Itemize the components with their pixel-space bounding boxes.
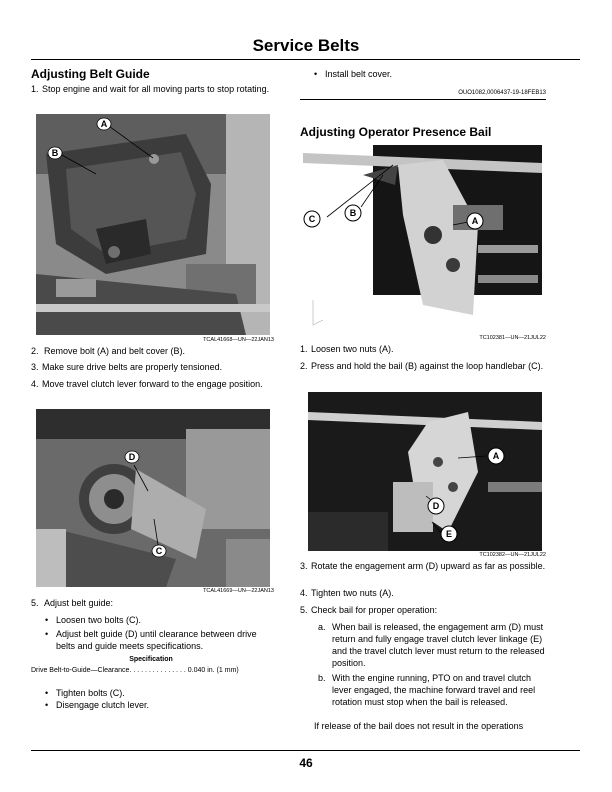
step-number: 3. <box>300 561 308 571</box>
step-3 <box>300 560 546 572</box>
sub-step-letter: a. <box>318 622 326 632</box>
footer-rule <box>31 750 580 751</box>
step-text: Remove bolt (A) and belt cover (B). <box>44 346 186 356</box>
page-title: Service Belts <box>252 36 360 55</box>
callout-c: C <box>308 214 316 224</box>
sub-step-text: When bail is released, the engagement arm (D) must return and fully engage travel clutch lever linkage (E) and the travel clutch lever must return to the released position. <box>332 622 545 668</box>
step-5 <box>300 604 546 616</box>
title-rule <box>31 59 580 60</box>
callout-a: A <box>471 216 479 226</box>
step-text: Check bail for proper operation: <box>311 605 438 615</box>
step-4 <box>300 587 546 599</box>
figure-caption: TC102381—UN—21JUL22 <box>479 335 546 341</box>
sub-step-a <box>318 621 546 669</box>
step-4 <box>31 378 271 390</box>
step-text: Adjust belt guide: <box>44 598 114 608</box>
callout-d: D <box>432 501 440 511</box>
step-2 <box>300 360 546 372</box>
sub-step-text: With the engine running, PTO on and travel clutch lever engaged, the machine forward travel and reel rotation must stop when the bail is released. <box>332 673 536 707</box>
bullet-item: • Tighten bolts (C). <box>45 687 277 699</box>
bullet-text: Loosen two bolts (C). <box>56 615 142 625</box>
step-2 <box>31 345 271 357</box>
callout-c: C <box>155 546 163 556</box>
belt-guide-photo <box>36 409 270 587</box>
step-5 <box>31 597 271 609</box>
step-1 <box>31 83 271 95</box>
step-number: 1. <box>300 344 308 354</box>
sub-step-b <box>318 672 546 708</box>
step-1 <box>300 343 546 355</box>
step-text: Make sure drive belts are properly tensioned. <box>42 362 223 372</box>
sub-step-letter: b. <box>318 673 326 683</box>
step-text: Move travel clutch lever forward to the engage position. <box>42 379 263 389</box>
step-text: Tighten two nuts (A). <box>311 588 394 598</box>
bail-nuts-photo <box>303 145 542 333</box>
spec-line: Drive Belt-to-Guide—Clearance. . . . . . . . . . . . . . . 0.040 in. (1 mm) <box>31 667 239 674</box>
bullet-text: Adjust belt guide (D) until clearance between drive belts and guide meets specifications. <box>56 629 257 651</box>
step-text: Loosen two nuts (A). <box>311 344 394 354</box>
figure-caption: TCAL41668—UN—22JAN13 <box>203 337 274 343</box>
callout-d: D <box>128 452 136 462</box>
callout-a: A <box>492 451 500 461</box>
figure-caption: TC102382—UN—21JUL22 <box>479 552 546 558</box>
belt-cover-photo <box>36 114 270 335</box>
continuation-text: If release of the bail does not result in the operations <box>314 721 524 731</box>
bullet-item: • Disengage clutch lever. <box>45 699 277 711</box>
step-number: 5. <box>31 598 39 608</box>
reference-code: OUO1082,0006437-19-18FEB13 <box>458 90 546 96</box>
figure-caption: TCAL41669—UN—22JAN13 <box>203 588 274 594</box>
engagement-arm-photo <box>308 392 542 551</box>
step-number: 4. <box>31 379 39 389</box>
callout-e: E <box>445 529 453 539</box>
page-number: 46 <box>299 756 313 770</box>
step-number: 3. <box>31 362 39 372</box>
bullet-item: • Loosen two bolts (C). <box>45 614 277 626</box>
bullet-item: • Adjust belt guide (D) until clearance between drive belts and guide meets specifications. <box>45 628 277 652</box>
column-rule <box>300 99 546 100</box>
section-heading-presence-bail: Adjusting Operator Presence Bail <box>300 125 492 139</box>
bullet-text: Disengage clutch lever. <box>56 700 150 710</box>
step-number: 4. <box>300 588 308 598</box>
section-heading-belt-guide: Adjusting Belt Guide <box>31 67 150 81</box>
callout-b: B <box>349 208 357 218</box>
step-text: Stop engine and wait for all moving parts to stop rotating. <box>42 84 270 94</box>
step-number: 2. <box>31 346 39 356</box>
step-number: 1. <box>31 84 39 94</box>
bullet-text: Install belt cover. <box>325 69 393 79</box>
step-number: 5. <box>300 605 308 615</box>
bullet-item: • Install belt cover. <box>314 68 546 80</box>
step-3 <box>31 361 271 373</box>
callout-a: A <box>100 119 108 129</box>
callout-b: B <box>51 148 59 158</box>
step-text: Rotate the engagement arm (D) upward as far as possible. <box>311 561 546 571</box>
step-text: Press and hold the bail (B) against the loop handlebar (C). <box>311 361 544 371</box>
bullet-text: Tighten bolts (C). <box>56 688 125 698</box>
spec-heading: Specification <box>129 656 173 663</box>
step-number: 2. <box>300 361 308 371</box>
